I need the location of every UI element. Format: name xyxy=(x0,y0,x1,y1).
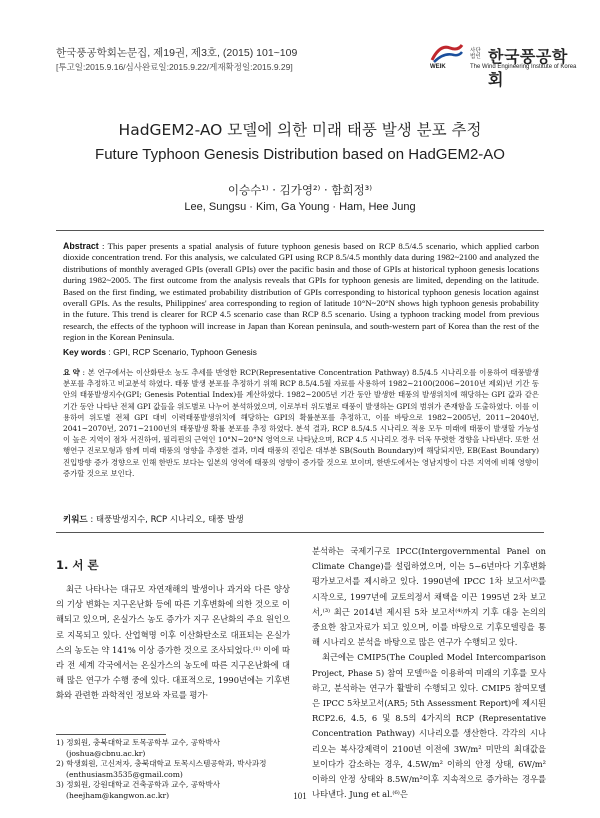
body-right-column xyxy=(312,544,546,802)
right-paragraph-1: 분석하는 국제기구로 IPCC(Intergovernmental Panel on Climate Change)를 설립하였으며, 이는 5~6년마다 기후변화 평가보고서를 제시하고 있다. 1990년에 IPCC 1차 보고서⁽²⁾를 시작으로, 1997년에 교토의정서 채택을 이끈 1995년 2차 보고서,⁽³⁾ 최근 2014년 제시된 5차 보고서⁽⁴⁾까지 기후 대응 논의의 중요한 참고자료가 되고 있으며, 이를 바탕으로 기후모델링을 통해 시나리오 분석을 바탕으로 많은 연구가 수행되고 있다. xyxy=(312,546,546,648)
weik-logo-mark xyxy=(430,42,466,72)
journal-citation: 한국풍공학회논문집, 제19권, 제3호, (2015) 101~109 xyxy=(56,47,298,59)
society-logo xyxy=(430,38,580,89)
wind-emblem-icon xyxy=(430,42,464,64)
journal-header xyxy=(56,46,297,74)
abstract-top-rule xyxy=(56,230,544,231)
keywords-text: : GPI, RCP Scenario, Typhoon Genesis xyxy=(108,347,257,357)
korean-summary-text: : 본 연구에서는 이산화탄소 농도 추세를 반영한 RCP(Representative Concentration Pathway) 8.5/4.5 시나리오를 이용하여 태풍발생 분포를 추정하고 비교분석 하였다. 태풍 발생 분포를 추정하기 위해 RCP 8.5/4.5월 자료를 사용하여 1982~2100(2006~2010년 제외)년 기간 동안의 태풍발생지수(GPI; Genesis Potential Index)를 계산하였다. 1982~2005년 기간 동안 발생한 태풍의 발생위치에 해당하는 GPI 값과 같은 기간 동안 나타난 전체 GPI 값들을 위도별로 나누어 분석하였으며, 이로부터 위도별로 태풍이 발생하는 GPI의 범위가 존재함을 도출하였다. 이를 이용하여 위도별 전체 GPI 대비 이력태풍발생위치에 해당하는 GPI의 확률분포를 추정하고, 이를 바탕으로 1982~2005년, 2011~2040년, 2041~2070년, 2071~2100년의 태풍발생 확률 분포를 추정 하였다. 분석 결과, RCP 8.5/4.5 시나리오 적용 모두 미래에 태풍이 발생할 가능성이 높은 지역이 점차 서진하여, 필리핀의 근역인 10°N~20°N 영역으로 나타났으며, RCP 4.5 시나리오 경우 더욱 뚜렷한 경향을 나타낸다. 또한 선행연구 진로모형과 함께 미래 태풍의 영향을 추정한 결과, 미래 태풍의 진입은 대부분 SB(South Boundary)에 해당되지만, EB(East Boundary) 진입방향 증가 경향으로 인해 한반도 보다는 일본의 영역에 태풍의 영향이 증가할 것으로 보이며, 한반도에서는 영남지방이 다른 지역에 비해 영향이 증가할 것으로 보인다. xyxy=(63,368,540,478)
paper-title-english: Future Typhoon Genesis Distribution based on HadGEM2-AO xyxy=(95,146,505,163)
authors-english: Lee, Sungsu · Kim, Ga Young · Ham, Hee Jung xyxy=(184,201,416,213)
keywords-label: Key words xyxy=(63,347,106,357)
submission-dates: [투고일:2015.9.16/심사완료일:2015.9.22/게재확정일:2015.9.29] xyxy=(56,62,293,72)
abstract xyxy=(63,241,539,344)
logo-english-name: The Wind Engineering Institute of Korea xyxy=(470,64,577,70)
logo-corporate-label: 사단 법인 xyxy=(470,48,481,60)
abstract-text: : This paper presents a spatial analysis of future typhoon genesis based on RCP 8.5/4.5 scenario, which applied carbon dioxide concentration trend. For this analysis, we calculated GPI using RCP 8.5/4.5 monthly data during 1982~2100 and analyzed the distributions of monthly averaged GPIs (overall GPIs) over the pacific basin and those of GPIs at historical typhoon genesis locations during 1982~2005. The first outcome from the analysis reveals that GPIs for typhoon genesis are limited, depending on the latitude. Based on the first finding, we estimated probability distribution of GPIs corresponding to historical typhoon genesis location against overall GPIs. As the results, Philippines' area corresponding to region of latitude 10°N~20°N shows high typhoon genesis probability in the future. This trend is clearer for RCP 4.5 scenario case than RCP 8.5 scenario. Using a typhoon tracking model from previous research, the effects of the typhoon will increase in Japan than Korean peninsula, and south-western part of Korea than the rest of the region in the Korean Peninsula. xyxy=(63,241,539,343)
abstract-bottom-rule xyxy=(56,532,544,533)
footnote-line: 2) 학생회원, 고신저자, 충북대학교 토목시스템공학과, 박사과정 xyxy=(56,759,267,769)
abstract-label: Abstract xyxy=(63,241,99,251)
page-number: 101 xyxy=(293,791,307,801)
introduction-paragraph: 최근 나타나는 대규모 자연재해의 발생이나 과거와 다른 양상의 기상 변화는 지구온난화 등에 따른 기후변화에 의한 것으로 이해되고 있으며, 온실가스 농도 증가가 지구 온난화의 주요 원인으로 지목되고 있다. 산업혁명 이후 이산화탄소로 대표되는 온실가스의 농도는 약 141% 이상 증가한 것으로 조사되었다.⁽¹⁾ 이에 따라 전 세계 각국에서는 온실가스의 농도에 따른 지구온난화에 대해 많은 연구가 수행 중에 있다. 대표적으로, 1990년에는 기후변화와 관련한 과학적인 정보와 자료를 평가· xyxy=(56,584,290,701)
body-left-column xyxy=(56,582,290,704)
footnote-line: (joshua@cbnu.ac.kr) xyxy=(66,748,146,758)
korean-summary-label: 요 약 xyxy=(63,368,80,377)
footnote-line: (heejham@kangwon.ac.kr) xyxy=(66,790,170,800)
paper-title-korean: HadGEM2-AO 모델에 의한 미래 태풍 발생 분포 추정 xyxy=(118,121,482,139)
keywords-korean-label: 키워드 xyxy=(63,514,88,524)
authors-korean: 이승수¹⁾ · 김가영²⁾ · 함희정³⁾ xyxy=(227,183,373,197)
section-heading-introduction: 1. 서 론 xyxy=(56,558,99,572)
footnote-line: 3) 정회원, 강원대학교 건축공학과 교수, 공학박사 xyxy=(56,780,221,790)
logo-society-name: 한국풍공학회 xyxy=(488,49,568,89)
keywords-korean-text: : 태풍발생지수, RCP 시나리오, 태풍 발생 xyxy=(90,515,244,525)
footnote-rule xyxy=(56,734,166,735)
korean-summary xyxy=(63,367,539,479)
footnote-line: (enthusiasm3535@gmail.com) xyxy=(66,769,183,779)
right-paragraph-2: 최근에는 CMIP5(The Coupled Model Intercomparison Project, Phase 5) 참여 모델⁽⁵⁾을 이용하여 미래의 기후를 모사하고, 분석하는 연구가 활발히 수행되고 있다. CMIP5 참여모델은 IPCC 5차보고서(AR5; 5th Assessment Report)에 제시된 RCP2.6, 4.5, 6 및 8.5의 4가지의 RCP (Representative Concentration Pathway) 시나리오를 생산한다. 각각의 시나리오는 복사강제력이 2100년 이전에 3W/m² 미만의 최대값을 보이다가 감소하는 경우, 4.5W/m² 이하의 안정 상태, 6W/m² 이하의 안정 상태와 8.5W/m²이후 지속적으로 증가하는 경우를 나타낸다. Jung et al.⁽⁶⁾은 xyxy=(312,652,546,800)
keywords-korean xyxy=(63,513,539,525)
keywords-english xyxy=(63,347,539,357)
logo-abbreviation: WEIK xyxy=(430,64,446,70)
footnote-line: 1) 정회원, 충북대학교 토목공학부 교수, 공학박사 xyxy=(56,738,221,747)
